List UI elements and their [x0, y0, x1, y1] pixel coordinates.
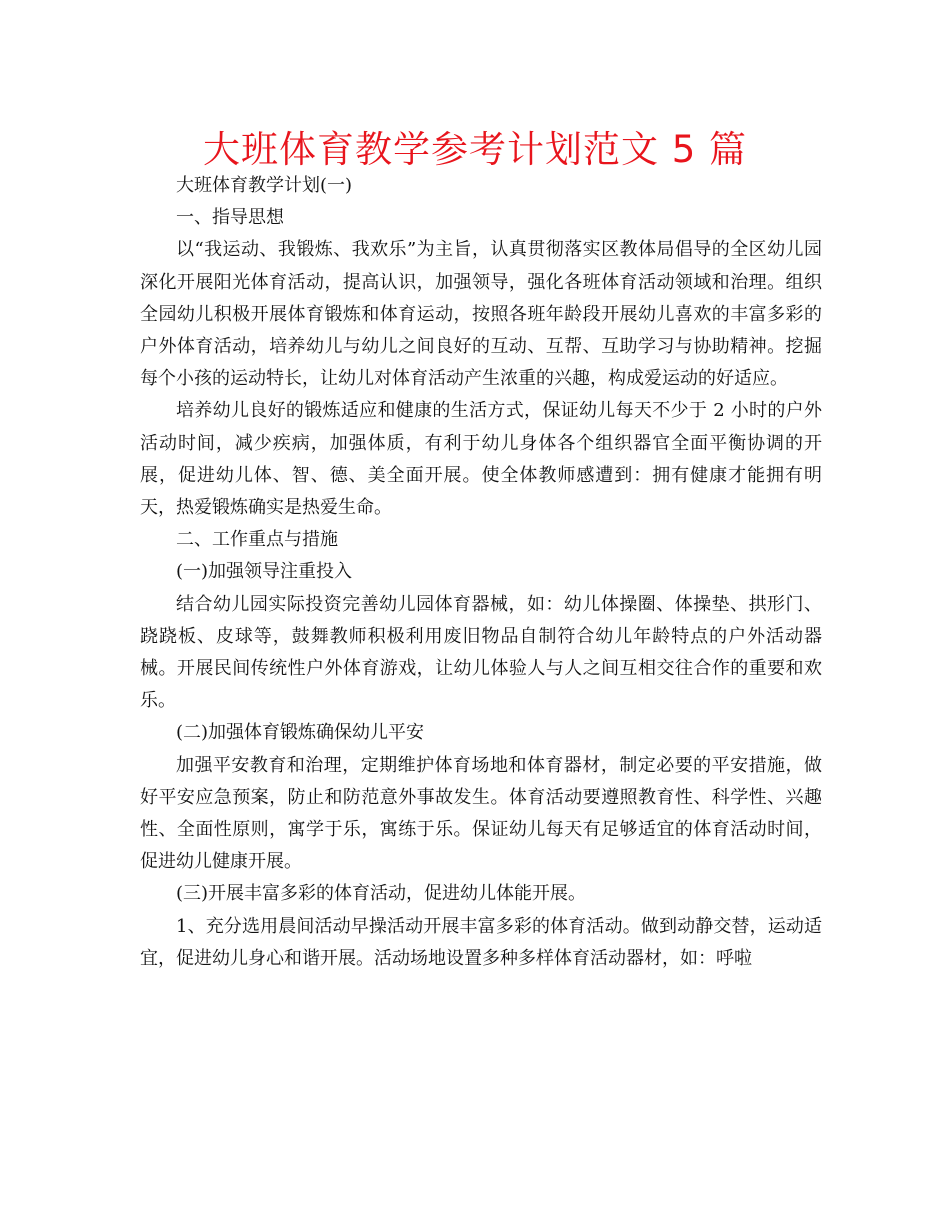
- paragraph: 加强平安教育和治理，定期维护体育场地和体育器材，制定必要的平安措施，做好平安应急预案，防止和防范意外事故发生。体育活动要遵照教育性、科学性、兴趣性、全面性原则，寓学于乐，寓练于乐。保证幼儿每天有足够适宜的体育活动时间，促进幼儿健康开展。: [140, 754, 822, 873]
- subsection-heading: 一、指导思想: [176, 207, 284, 229]
- subsection-heading: (三)开展丰富多彩的体育活动，促进幼儿体能开展。: [176, 883, 587, 905]
- document-title: 大班体育教学参考计划范文 5 篇: [202, 128, 748, 171]
- subsection-heading: 二、工作重点与措施: [176, 529, 338, 551]
- subsection-heading: (一)加强领导注重投入: [176, 561, 353, 583]
- paragraph: 培养幼儿良好的锻炼适应和健康的生活方式，保证幼儿每天不少于 2 小时的户外活动时间，减少疾病，加强体质，有利于幼儿身体各个组织器官全面平衡协调的开展，促进幼儿体、智、德、美全面开展。使全体教师感遭到：拥有健康才能拥有明天，热爱锻炼确实是热爱生命。: [140, 400, 822, 519]
- document-body: [140, 170, 822, 975]
- section-heading: 大班体育教学计划(一): [176, 175, 353, 196]
- subsection-heading: (二)加强体育锻炼确保幼儿平安: [176, 722, 425, 744]
- paragraph: 结合幼儿园实际投资完善幼儿园体育器械，如：幼儿体操圈、体操垫、拱形门、跷跷板、皮球等，鼓舞教师积极利用废旧物品自制符合幼儿年龄特点的户外活动器械。开展民间传统性户外体育游戏，让幼儿体验人与人之间互相交往合作的重要和欢乐。: [140, 593, 822, 712]
- paragraph: 以“我运动、我锻炼、我欢乐”为主旨，认真贯彻落实区教体局倡导的全区幼儿园深化开展阳光体育活动，提高认识，加强领导，强化各班体育活动领域和治理。组织全园幼儿积极开展体育锻炼和体育运动，按照各班年龄段开展幼儿喜欢的丰富多彩的户外体育活动，培养幼儿与幼儿之间良好的互动、互帮、互助学习与协助精神。挖掘每个小孩的运动特长，让幼儿对体育活动产生浓重的兴趣，构成爱运动的好适应。: [140, 239, 822, 390]
- paragraph: 1、充分选用晨间活动早操活动开展丰富多彩的体育活动。做到动静交替，运动适宜，促进幼儿身心和谐开展。活动场地设置多种多样体育活动器材，如：呼啦: [140, 915, 822, 969]
